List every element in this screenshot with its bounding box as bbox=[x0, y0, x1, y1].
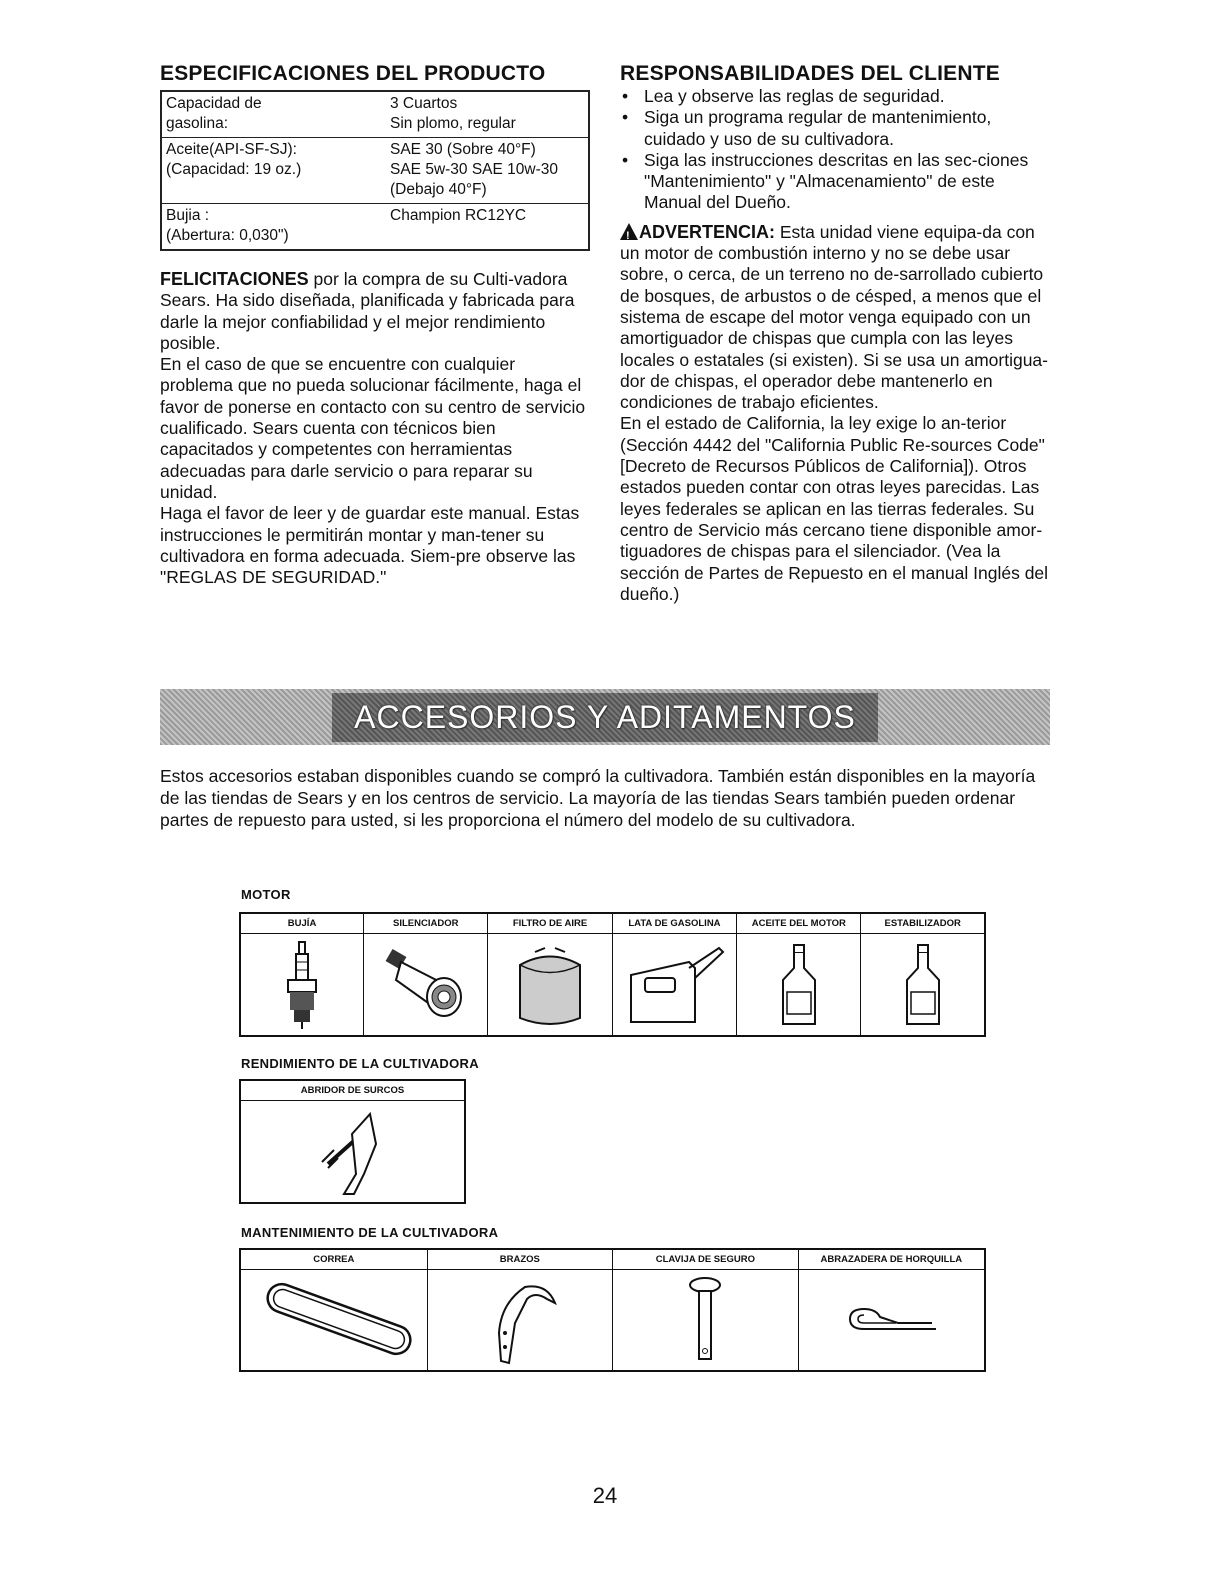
mantenimiento-accessories-table bbox=[239, 1248, 986, 1372]
accessory-label: CLAVIJA DE SEGURO bbox=[613, 1250, 798, 1270]
right-column bbox=[620, 62, 1050, 605]
spec-value: Sin plomo, regular bbox=[390, 115, 516, 132]
spec-value: (Debajo 40°F) bbox=[390, 181, 487, 198]
rendimiento-section-title: RENDIMIENTO DE LA CULTIVADORA bbox=[241, 1056, 479, 1071]
responsabilidades-title: RESPONSABILIDADES DEL CLIENTE bbox=[620, 62, 1000, 85]
advertencia-text: Esta unidad viene equipa-da con un motor de combustión interno y no se debe usar sobre, o cerca, de un terreno no de-sarrollado cubierto de bosques, de arbustos o de césped, a menos que el sistema de escape del motor venga equipado con un amortiguador de chispas que cumpla con las leyes locales o estatales (si existen). Si se usa un amortigua-dor de chispas, el operador debe mantenerlo en condiciones de trabajo eficientes. bbox=[620, 221, 1048, 413]
oil-bottle-icon bbox=[737, 934, 860, 1035]
accessory-cell bbox=[612, 913, 737, 1036]
accessory-cell bbox=[613, 1249, 799, 1371]
responsabilidades-list bbox=[620, 86, 1050, 214]
spec-value: SAE 5w-30 SAE 10w-30 bbox=[390, 161, 559, 178]
accessory-label: FILTRO DE AIRE bbox=[488, 914, 611, 934]
spec-value: SAE 30 (Sobre 40°F) bbox=[390, 141, 536, 158]
accessory-cell bbox=[737, 913, 861, 1036]
rendimiento-accessories-table bbox=[239, 1079, 466, 1204]
accessory-label: BRAZOS bbox=[428, 1250, 612, 1270]
spec-label: (Capacidad: 19 oz.) bbox=[166, 161, 302, 178]
spec-label: Aceite(API-SF-SJ): bbox=[166, 141, 297, 158]
air-filter-icon bbox=[488, 934, 611, 1035]
clevis-pin-icon bbox=[613, 1270, 798, 1370]
accessory-cell bbox=[427, 1249, 612, 1371]
manual-paragraph: Haga el favor de leer y de guardar este manual. Estas instrucciones le permitirán montar y man-tener su cultivadora en forma adecuada. Siem-pre observe las "REGLAS DE SEGURIDAD." bbox=[160, 503, 580, 588]
spec-row bbox=[162, 138, 588, 204]
accessory-cell bbox=[488, 913, 612, 1036]
accessory-cell bbox=[240, 1080, 465, 1203]
accessory-cell bbox=[240, 913, 364, 1036]
warning-icon bbox=[620, 223, 638, 240]
page-number: 24 bbox=[592, 1483, 618, 1508]
specs-title: ESPECIFICACIONES DEL PRODUCTO bbox=[160, 62, 546, 85]
list-item: • Siga un programa regular de mantenimiento, cuidado y uso de su cultivadora. bbox=[620, 107, 1050, 150]
accessories-intro: Estos accesorios estaban disponibles cuando se compró la cultivadora. También están disponibles en la mayoría de las tiendas de Sears y en los centros de servicio. La mayoría de las tiendas Sears también pueden ordenar partes de repuesto para usted, si les proporciona el número del modelo de su cultivadora. bbox=[160, 766, 1036, 830]
belt-icon bbox=[241, 1270, 427, 1370]
felicitaciones-text: por la compra de su Culti-vadora Sears. Ha sido diseñada, planificada y fabricada para darle la mejor confiabilidad y el mejor rendimiento posible. bbox=[160, 269, 575, 353]
spec-label: gasolina: bbox=[166, 115, 229, 132]
spec-row bbox=[162, 204, 588, 249]
accessory-label: CORREA bbox=[241, 1250, 427, 1270]
mantenimiento-section-title: MANTENIMIENTO DE LA CULTIVADORA bbox=[241, 1225, 499, 1240]
spec-value: Champion RC12YC bbox=[390, 207, 527, 224]
accessory-label: ESTABILIZADOR bbox=[861, 914, 984, 934]
spec-label: Capacidad de bbox=[166, 95, 262, 112]
accessory-cell bbox=[364, 913, 488, 1036]
muffler-icon bbox=[364, 934, 487, 1035]
spark-plug-icon bbox=[241, 934, 363, 1035]
gas-can-icon bbox=[613, 934, 737, 1035]
accessory-cell bbox=[861, 913, 985, 1036]
spec-label: (Abertura: 0,030") bbox=[166, 227, 289, 244]
felicitaciones-paragraph bbox=[160, 269, 592, 354]
felicitaciones-lead: FELICITACIONES bbox=[160, 269, 309, 289]
accessory-label: ACEITE DEL MOTOR bbox=[737, 914, 860, 934]
tine-icon bbox=[428, 1270, 612, 1370]
hairpin-clip-icon bbox=[799, 1270, 984, 1370]
accessory-label: ABRIDOR DE SURCOS bbox=[241, 1081, 464, 1101]
accessory-label: SILENCIADOR bbox=[364, 914, 487, 934]
accessory-label: BUJÍA bbox=[241, 914, 363, 934]
left-column bbox=[160, 62, 592, 588]
furrower-icon bbox=[241, 1101, 464, 1202]
accessory-cell bbox=[798, 1249, 985, 1371]
accessory-label: ABRAZADERA DE HORQUILLA bbox=[799, 1250, 984, 1270]
accessory-cell bbox=[240, 1249, 427, 1371]
motor-section-title: MOTOR bbox=[241, 887, 291, 902]
california-paragraph: En el estado de California, la ley exige lo an-terior (Sección 4442 del "California Public Re-sources Code" [Decreto de Recursos Públicos de California]). Otros estados pueden contar con otras leyes parecidas. Las leyes federales se aplican en las tierras federales. Su centro de Servicio más cercano tiene disponible amor-tiguadores de chispas para el silenciador. (Vea la sección de Partes de Repuesto en el manual Inglés del dueño.) bbox=[620, 413, 1049, 604]
specs-table bbox=[160, 90, 590, 251]
list-item: • Lea y observe las reglas de seguridad. bbox=[620, 86, 1050, 107]
advertencia-lead: ADVERTENCIA: bbox=[639, 221, 776, 242]
spec-value: 3 Cuartos bbox=[390, 95, 458, 112]
motor-accessories-table bbox=[239, 912, 986, 1037]
section-banner bbox=[160, 689, 1050, 745]
accessory-label: LATA DE GASOLINA bbox=[613, 914, 737, 934]
spec-label: Bujia : bbox=[166, 207, 210, 224]
spec-row bbox=[162, 92, 588, 138]
list-item: • Siga las instrucciones descritas en las sec-ciones "Mantenimiento" y "Almacenamiento" de este Manual del Dueño. bbox=[620, 150, 1050, 214]
service-paragraph: En el caso de que se encuentre con cualquier problema que no pueda solucionar fácilmente, haga el favor de ponerse en contacto con su centro de servicio cualificado. Sears cuenta con técnicos bien capacitados y competentes con herramientas adecuadas para darle servicio o para reparar su unidad. bbox=[160, 354, 586, 502]
stabilizer-bottle-icon bbox=[861, 934, 984, 1035]
banner-title: ACCESORIOS Y ADITAMENTOS bbox=[332, 693, 878, 742]
advertencia-paragraph bbox=[620, 222, 1050, 414]
